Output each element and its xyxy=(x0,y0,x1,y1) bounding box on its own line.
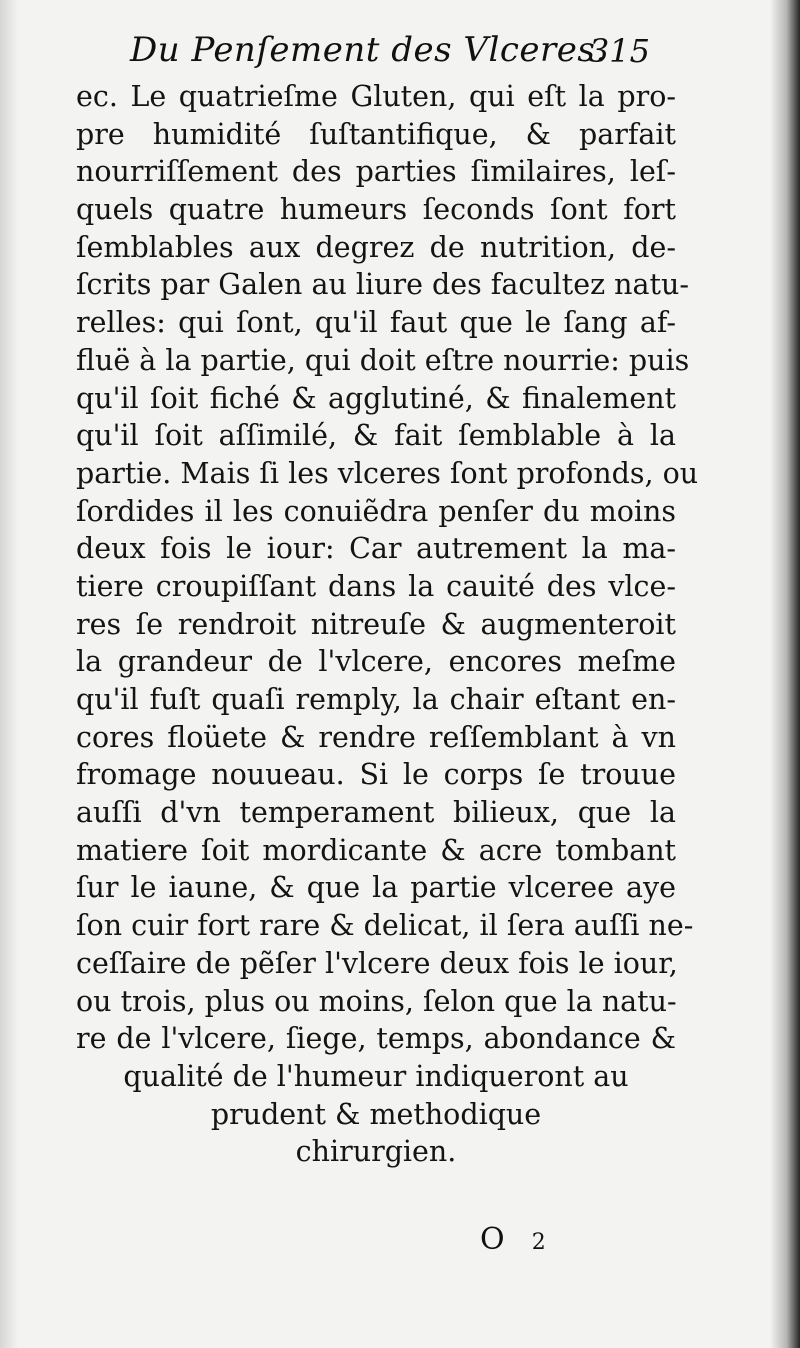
signature-mark xyxy=(480,1222,600,1257)
text-line: ſur le iaune, & que la partie vlceree aye xyxy=(76,871,676,905)
text-line: partie. Mais ſi les vlceres ſont profonds, ou xyxy=(76,456,699,490)
text-line: cores floüete & rendre reſſemblant à vn xyxy=(76,720,676,754)
text-line: fromage nouueau. Si le corps ſe trouue xyxy=(76,758,676,792)
text-line: ſon cuir fort rare & delicat, il ſera auſſi ne- xyxy=(76,909,694,943)
text-line: tiere croupiſſant dans la cauité des vlce- xyxy=(76,569,676,603)
text-line: chirurgien. xyxy=(295,1135,457,1169)
body-text xyxy=(76,78,699,1171)
text-line: res ſe rendroit nitreuſe & augmenteroit xyxy=(76,607,676,641)
text-line: fluë à la partie, qui doit eſtre nourrie: puis xyxy=(76,343,690,377)
page-number: 315 xyxy=(588,32,650,70)
text-line: re de l'vlcere, ſiege, temps, abondance & xyxy=(76,1022,676,1056)
text-line: ſcrits par Galen au liure des facultez natu- xyxy=(76,268,689,302)
text-line: ſordides il les conuiẽdra penſer du moins xyxy=(76,494,676,528)
text-line: relles: qui ſont, qu'il faut que le ſang af- xyxy=(76,306,676,340)
signature-letter: O xyxy=(480,1222,505,1257)
page-edge-shadow xyxy=(770,0,800,1348)
text-line: la grandeur de l'vlcere, encores meſme xyxy=(76,645,676,679)
text-line: auſſi d'vn temperament bilieux, que la xyxy=(76,796,676,830)
text-line: qu'il ſoit aſſimilé, & fait ſemblable à la xyxy=(76,419,676,453)
text-line: qualité de l'humeur indiqueront au xyxy=(123,1059,629,1093)
text-line: nourriſſement des parties ſimilaires, leſ- xyxy=(76,155,676,189)
text-line: qu'il fuſt quaſi remply, la chair eſtant en- xyxy=(76,683,676,716)
page-header xyxy=(130,30,650,80)
page-gutter-shadow xyxy=(0,0,18,1348)
text-line: ec. Le quatrieſme Gluten, qui eſt la pro- xyxy=(76,80,676,113)
text-line: ſemblables aux degrez de nutrition, de- xyxy=(76,230,676,264)
text-line: qu'il ſoit fiché & agglutiné, & finalement xyxy=(76,381,676,415)
text-line: quels quatre humeurs ſeconds ſont fort xyxy=(76,193,676,227)
text-line: prudent & methodique xyxy=(210,1097,542,1131)
text-line: matiere ſoit mordicante & acre tombant xyxy=(76,833,676,867)
text-line: ou trois, plus ou moins, ſelon que la natu- xyxy=(76,984,677,1018)
text-line: deux fois le iour: Car autrement la ma- xyxy=(76,532,676,566)
text-line: ceſſaire de pẽſer l'vlcere deux fois le iour, xyxy=(76,946,678,980)
signature-number: 2 xyxy=(531,1230,546,1255)
text-line: pre humidité ſuſtantifique, & parfait xyxy=(76,117,676,151)
running-title: Du Penſement des Vlceres. xyxy=(130,30,607,70)
